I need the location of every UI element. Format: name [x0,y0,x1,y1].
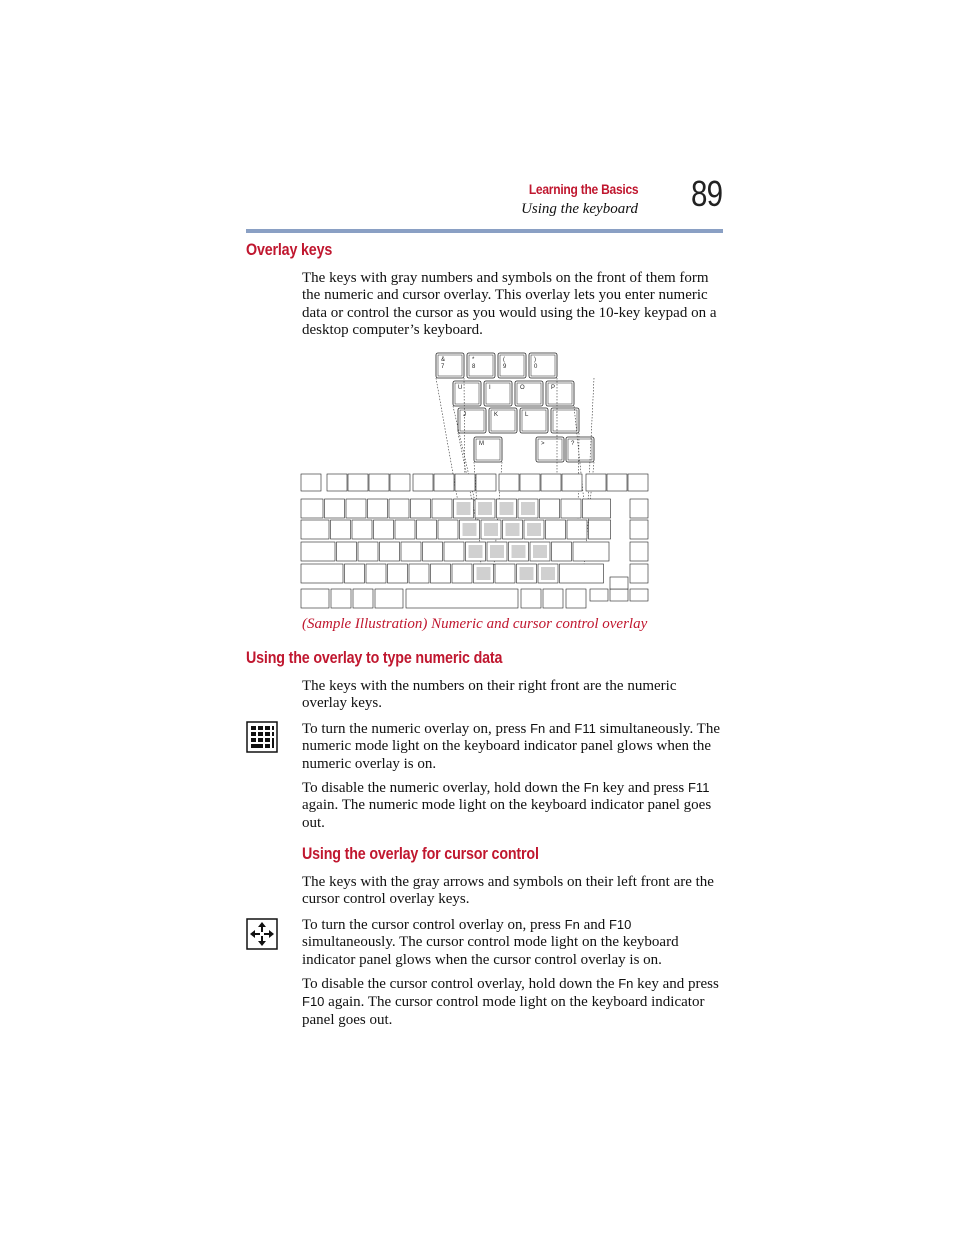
key-fn: Fn [564,917,580,932]
svg-text:J: J [463,412,466,418]
paragraph-numeric-off: To disable the numeric overlay, hold down the Fn key and press F11 again. The numeric mode light on the keyboard indicator panel goes out. [302,780,712,831]
svg-text::: : [556,412,558,418]
paragraph-numeric-on: To turn the numeric overlay on, press Fn and F11 simultaneously. The numeric mode light on the keyboard indicator panel glows when the numeric overlay is on. [302,721,720,772]
key-fn: Fn [618,976,634,991]
numeric-keypad-icon [246,721,278,753]
paragraph-overlay-intro: The keys with gray numbers and symbols on the front of them form the numeric and cursor overlay. This overlay lets you enter numeric data or control the cursor as you would using the 10-key keypad on a desktop computer’s keyboard. [302,270,717,338]
svg-text:I: I [489,385,491,391]
key-f11: F11 [687,780,710,795]
running-header-chapter: Learning the Basics [528,181,638,197]
cursor-arrows-icon [246,918,278,950]
running-header-section: Using the keyboard [521,201,638,217]
key-f11: F11 [574,721,596,736]
svg-text:K: K [494,412,499,418]
key-fn: Fn [530,721,546,736]
figure-caption: (Sample Illustration) Numeric and cursor control overlay [302,616,648,632]
key-f10: F10 [302,994,325,1010]
svg-text:M: M [479,441,484,447]
heading-overlay-keys: Overlay keys [246,240,333,259]
svg-text:?: ? [571,441,575,447]
keyboard-illustration [298,350,654,616]
svg-text:&: & [441,357,446,363]
key-f10: F10 [608,917,632,932]
heading-numeric-overlay: Using the overlay to type numeric data [246,648,503,667]
page-number: 89 [691,173,723,214]
svg-text:(: ( [503,357,505,363]
header-rule [246,229,723,233]
svg-text:>: > [541,441,545,447]
svg-text:0: 0 [534,364,538,370]
svg-text:L: L [525,412,529,418]
svg-text:7: 7 [441,364,445,370]
paragraph-cursor-off: To disable the cursor control overlay, hold down the Fn key and press F10 again. The cursor control mode light on the keyboard indicator panel goes out. [302,976,719,1028]
svg-text:*: * [472,357,475,363]
svg-text:O: O [520,385,525,391]
svg-text:9: 9 [503,364,507,370]
paragraph-cursor-on: To turn the cursor control overlay on, press Fn and F10 simultaneously. The cursor control mode light on the keyboard indicator panel glows when the cursor control overlay is on. [302,917,679,968]
paragraph-numeric-intro: The keys with the numbers on their right front are the numeric overlay keys. [302,678,677,712]
svg-text:8: 8 [472,364,476,370]
key-fn: Fn [583,780,599,795]
svg-text:U: U [458,385,463,391]
paragraph-cursor-intro: The keys with the gray arrows and symbols on their left front are the cursor control overlay keys. [302,874,714,908]
svg-text:P: P [551,385,556,391]
svg-text:): ) [534,357,536,363]
heading-cursor-overlay: Using the overlay for cursor control [302,844,539,863]
